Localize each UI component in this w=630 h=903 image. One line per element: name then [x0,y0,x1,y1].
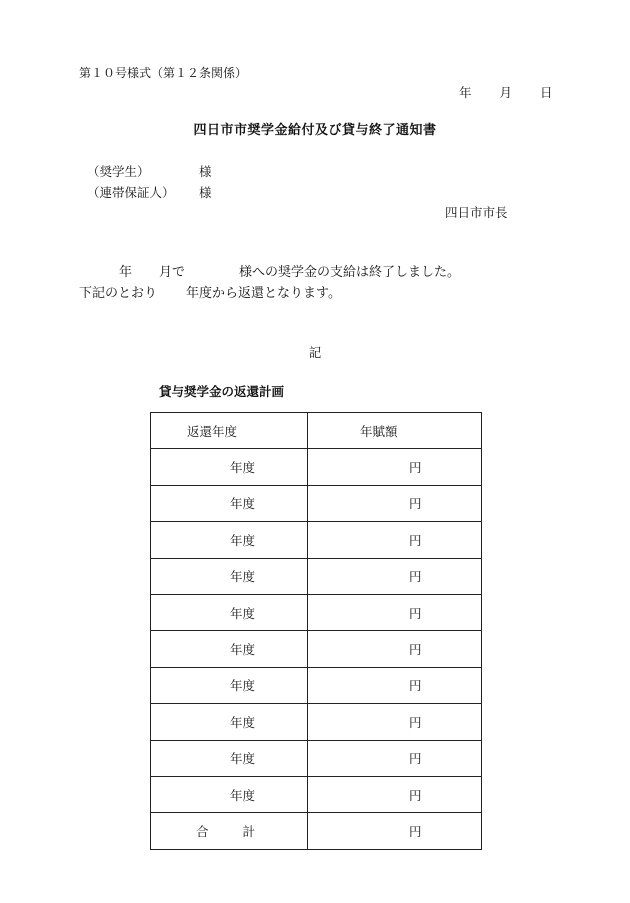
table-row [151,594,482,630]
recipient-student-label: （奨学生） [87,164,150,179]
row-year-cell: 年度 [151,667,308,703]
table-row [151,522,482,558]
row-amount-cell: 円 [308,631,482,667]
row-year-cell: 年度 [151,776,308,812]
row-amount-cell: 円 [308,485,482,521]
row-year-cell: 年度 [151,485,308,521]
ki-heading: 記 [308,345,322,360]
total-label-a: 合 [196,823,209,839]
row-amount-cell: 円 [308,740,482,776]
table-row [151,631,482,667]
table-header-row [151,413,482,449]
row-amount-cell: 円 [308,776,482,812]
body-repay-start: 年度から返還となります。 [186,286,341,301]
table-row [151,776,482,812]
total-label [151,813,308,849]
row-amount-cell: 円 [308,667,482,703]
table-row [151,704,482,740]
header-annual-amount: 年賦額 [308,413,482,449]
body-as-follows: 下記のとおり [79,286,158,301]
table-row [151,740,482,776]
table-row [151,558,482,594]
row-year-cell: 年度 [151,704,308,740]
table-total-row [151,813,482,849]
row-year-cell: 年度 [151,631,308,667]
row-year-cell: 年度 [151,522,308,558]
date-day: 日 [540,85,553,100]
row-amount-cell: 円 [308,558,482,594]
row-year-cell: 年度 [151,449,308,485]
form-number: 第１０号様式（第１２条関係） [79,66,248,80]
row-year-cell: 年度 [151,740,308,776]
row-year-cell: 年度 [151,558,308,594]
repayment-plan-table [150,412,482,850]
issuer-name: 四日市市長 [445,205,508,220]
table-row [151,667,482,703]
body-month: 月で [159,265,186,280]
row-amount-cell: 円 [308,449,482,485]
body-year: 年 [119,265,133,280]
row-amount-cell: 円 [308,594,482,630]
recipient-guarantor-honorific: 様 [199,185,212,200]
date-month: 月 [499,85,513,100]
row-amount-cell: 円 [308,522,482,558]
document-title: 四日市市奨学金給付及び貸与終了通知書 [193,123,437,138]
plan-title: 貸与奨学金の返還計画 [159,384,285,399]
total-label-b: 計 [242,823,256,839]
table-row [151,449,482,485]
table-row [151,485,482,521]
recipient-guarantor-label: （連帯保証人） [87,185,175,200]
row-amount-cell: 円 [308,704,482,740]
row-year-cell: 年度 [151,594,308,630]
body-end-notice: 様への奨学金の支給は終了しました。 [239,265,461,280]
date-line [459,87,553,100]
date-year: 年 [459,85,472,100]
recipient-student-honorific: 様 [199,164,212,179]
header-repay-year: 返還年度 [151,413,308,449]
total-yen: 円 [308,813,482,849]
